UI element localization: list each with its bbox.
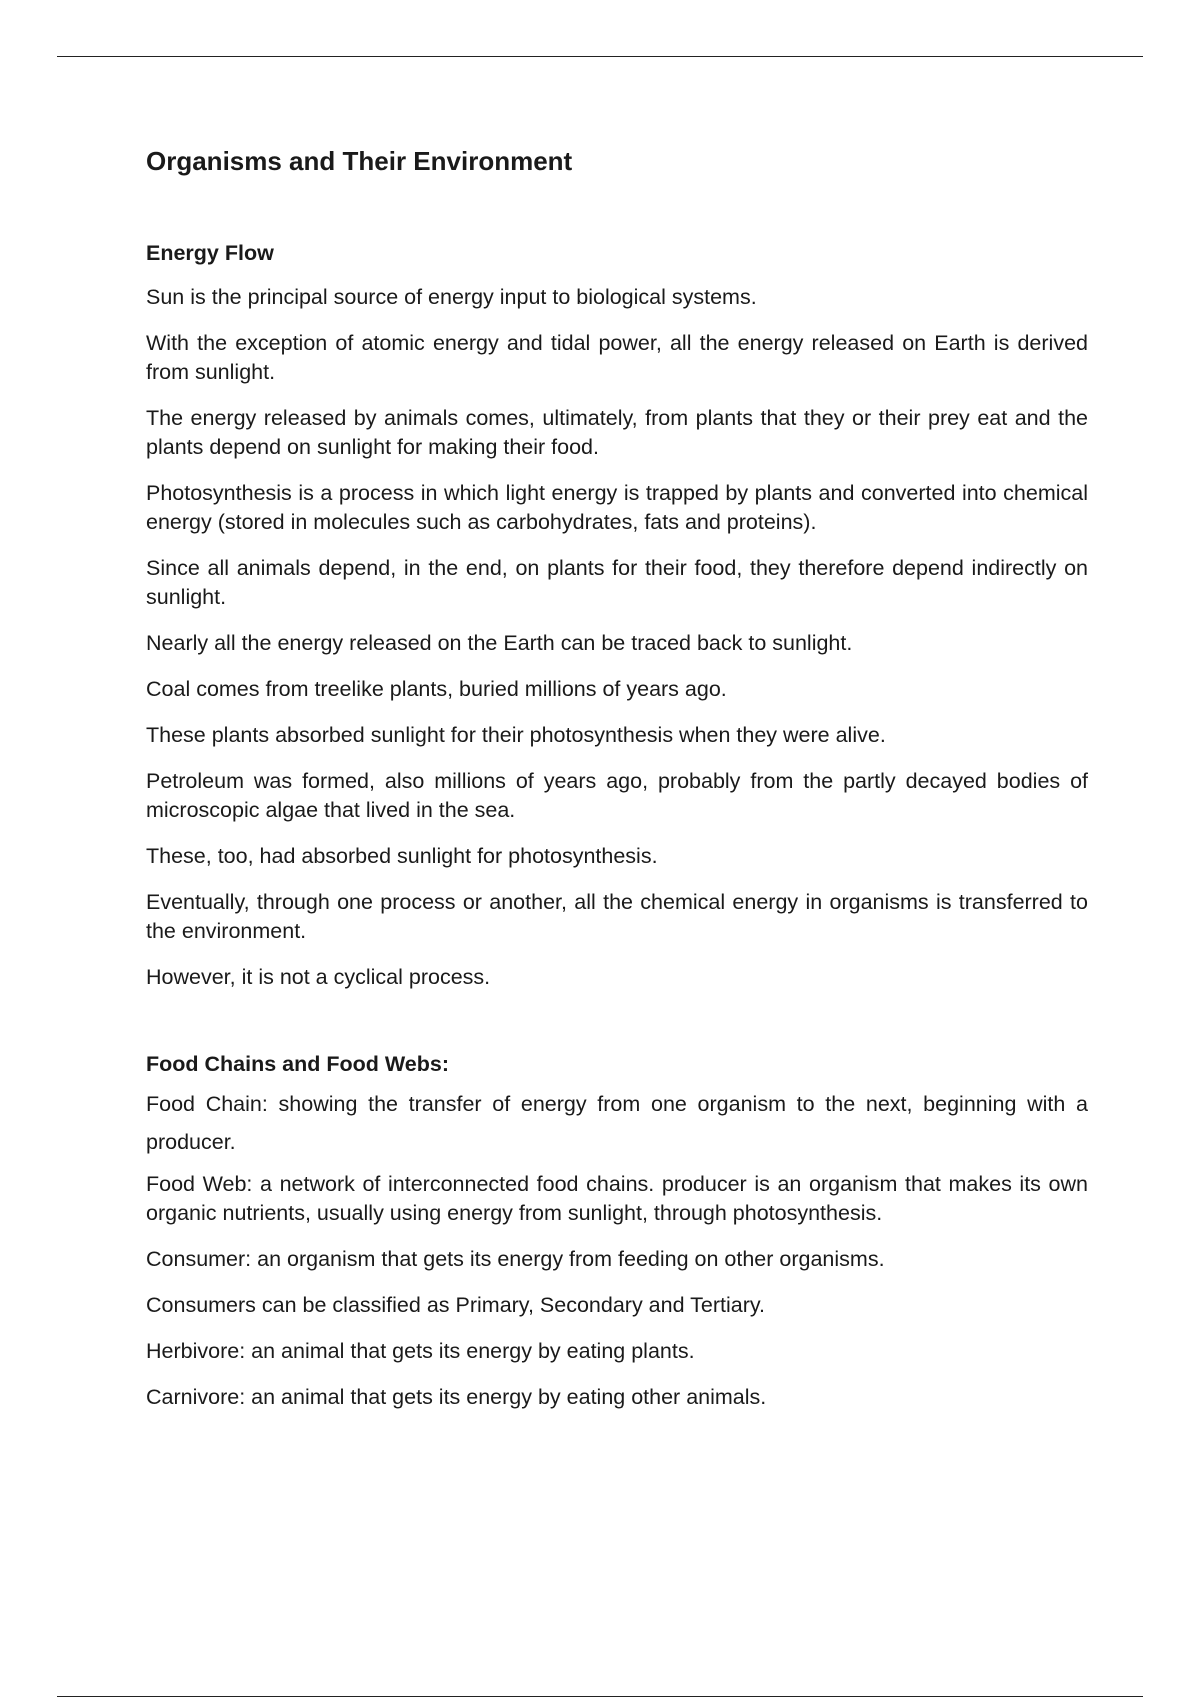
paragraph: These plants absorbed sunlight for their photosynthesis when they were alive. (146, 723, 886, 747)
paragraph: With the exception of atomic energy and tidal power, all the energy released on Earth is derived from sunlight. (146, 331, 1088, 384)
page-title: Organisms and Their Environment (146, 146, 573, 176)
paragraph: Nearly all the energy released on the Earth can be traced back to sunlight. (146, 631, 853, 655)
paragraph: Petroleum was formed, also millions of years ago, probably from the partly decayed bodies of microscopic algae that lived in the sea. (146, 769, 1088, 822)
document-body (146, 143, 1088, 1429)
paragraph: The energy released by animals comes, ultimately, from plants that they or their prey eat and the plants depend on sunlight for making their food. (146, 406, 1088, 459)
paragraph: Herbivore: an animal that gets its energy by eating plants. (146, 1339, 695, 1363)
paragraph: Food Chain: showing the transfer of energy from one organism to the next, beginning with a producer. (146, 1092, 1088, 1154)
section-energy-flow (146, 239, 1088, 992)
section-heading: Food Chains and Food Webs: (146, 1052, 449, 1076)
section-heading: Energy Flow (146, 241, 274, 265)
paragraph: Photosynthesis is a process in which light energy is trapped by plants and converted into chemical energy (stored in molecules such as carbohydrates, fats and proteins). (146, 481, 1088, 534)
section-food-chains (146, 1050, 1088, 1412)
paragraph: Sun is the principal source of energy input to biological systems. (146, 285, 757, 309)
paragraph: These, too, had absorbed sunlight for photosynthesis. (146, 844, 658, 868)
paragraph: Consumers can be classified as Primary, Secondary and Tertiary. (146, 1293, 765, 1317)
paragraph: However, it is not a cyclical process. (146, 965, 491, 989)
paragraph: Consumer: an organism that gets its energy from feeding on other organisms. (146, 1247, 885, 1271)
paragraph: Carnivore: an animal that gets its energy by eating other animals. (146, 1385, 767, 1409)
bottom-rule (57, 1696, 1143, 1697)
paragraph: Food Web: a network of interconnected food chains. producer is an organism that makes its own organic nutrients, usually using energy from sunlight, through photosynthesis. (146, 1172, 1088, 1225)
paragraph: Since all animals depend, in the end, on plants for their food, they therefore depend indirectly on sunlight. (146, 556, 1088, 609)
paragraph: Eventually, through one process or another, all the chemical energy in organisms is transferred to the environment. (146, 890, 1088, 943)
top-rule (57, 56, 1143, 57)
paragraph: Coal comes from treelike plants, buried millions of years ago. (146, 677, 727, 701)
